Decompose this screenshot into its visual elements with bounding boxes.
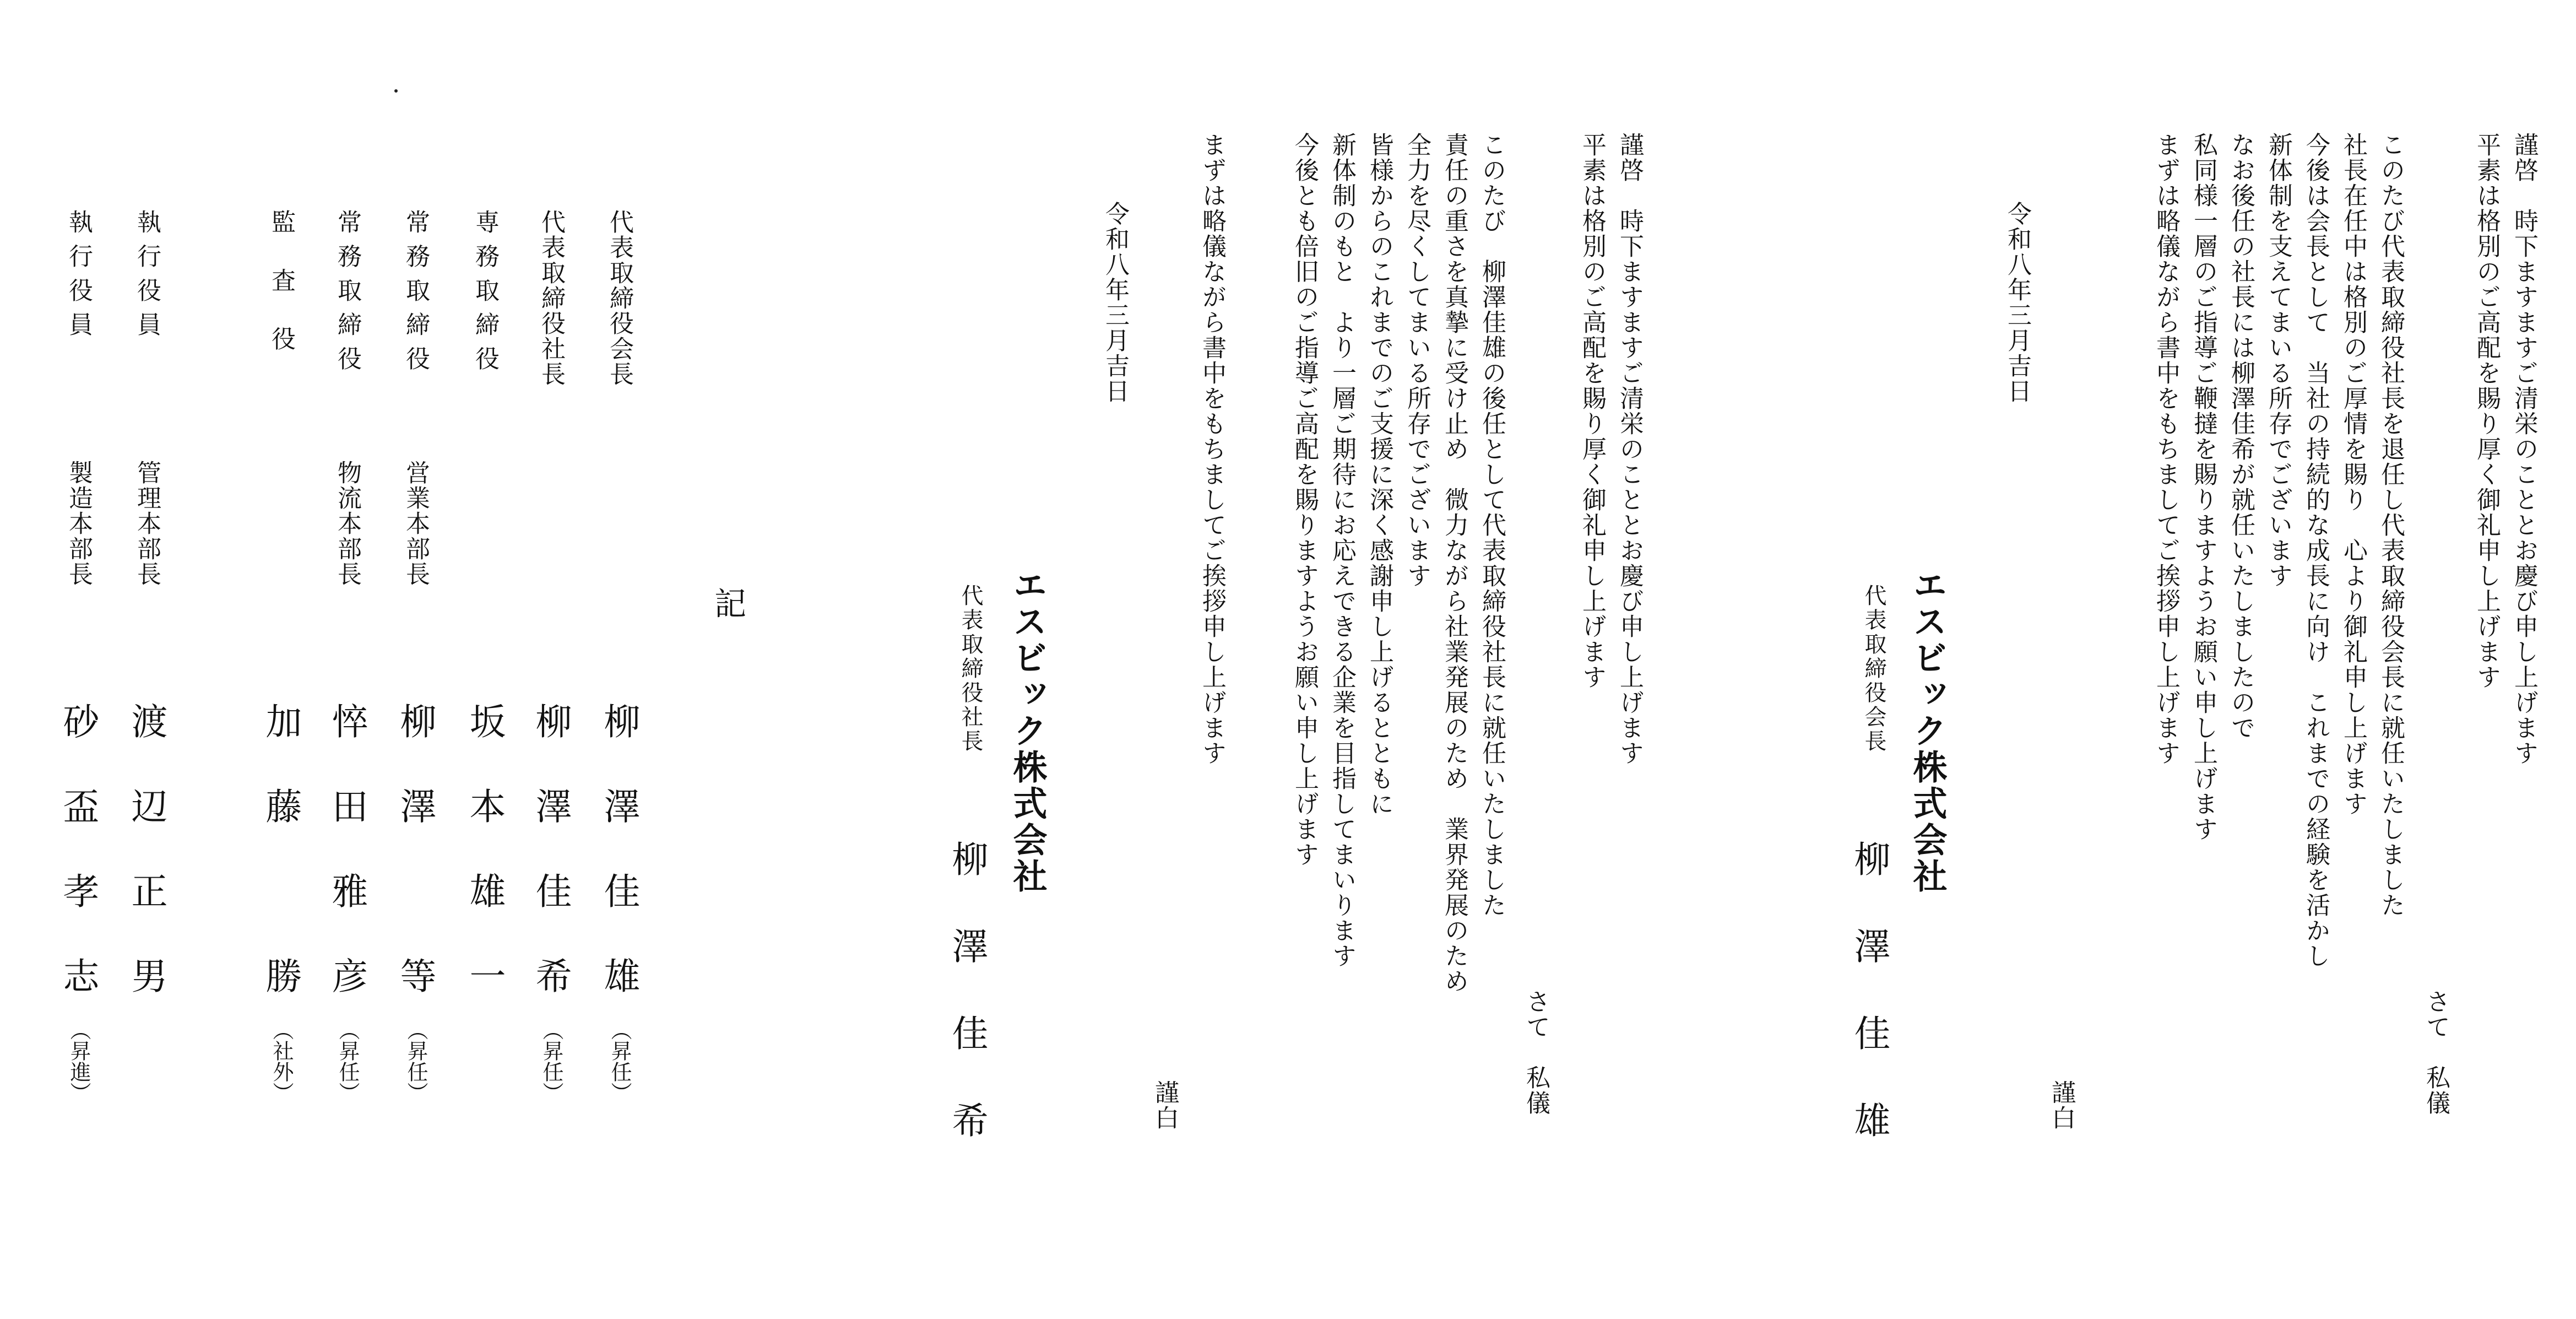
letter2-date: 令和八年三月吉日 bbox=[1101, 201, 1129, 404]
letter1-line: 今後は会長として 当社の持続的な成長に向け これまでの経験を活かし bbox=[2302, 132, 2330, 969]
letter1-name: 柳澤佳雄 bbox=[1848, 840, 1890, 1188]
letter2-line: 平素は格別のご高配を賜り厚く御礼申し上げます bbox=[1578, 132, 1606, 690]
letter1-line: まずは略儀ながら書中をもちましてご挨拶申し上げます bbox=[2152, 132, 2180, 766]
letter2-line: 責任の重さを真摯に受け止め 微力ながら社業発展のため 業界発展のため bbox=[1440, 132, 1468, 994]
record-dept: 物流本部長 bbox=[333, 460, 361, 587]
record-role: 常務取締役 bbox=[333, 209, 361, 380]
record-role: 専務取締役 bbox=[471, 209, 499, 380]
record-name: 柳澤佳雄 bbox=[598, 702, 640, 1042]
record-role: 代表取締役会長 bbox=[605, 209, 633, 387]
record-role: 執行役員 bbox=[133, 209, 161, 346]
letter2-line: 今後とも倍旧のご指導ご高配を賜りますようお願い申し上げます bbox=[1290, 132, 1319, 867]
record-note: （昇進） bbox=[67, 1019, 91, 1103]
record-role: 常務取締役 bbox=[402, 209, 430, 380]
letter2-line: 皆様からのこれまでのご支援に深く感謝申し上げるとともに bbox=[1365, 132, 1393, 817]
record-role: 代表取締役社長 bbox=[537, 209, 565, 387]
letter2-line: このたび 柳澤佳雄の後任として代表取締役社長に就任いたしました bbox=[1478, 132, 1506, 918]
record-role: 執行役員 bbox=[64, 209, 93, 346]
letter1-line: 私同様一層のご指導ご鞭撻を賜りますようお願い申し上げます bbox=[2189, 132, 2217, 842]
record-role: 監査役 bbox=[267, 209, 295, 385]
record-note: （昇任） bbox=[608, 1019, 632, 1103]
letter1-closing: 謹白 bbox=[2047, 1080, 2075, 1131]
record-name: 柳澤佳希 bbox=[529, 702, 572, 1042]
letter2-line: 謹啓 時下ますますご清栄のこととお慶び申し上げます bbox=[1615, 132, 1644, 766]
letter2-line: 新体制のもと より一層ご期待にお応えできる企業を目指してまいります bbox=[1328, 132, 1356, 969]
record-name: 悴田雅彦 bbox=[326, 702, 368, 1042]
record-name: 砂盃孝志 bbox=[57, 702, 99, 1042]
record-dept: 製造本部長 bbox=[64, 460, 93, 587]
letter2-title: 代表取締役社長 bbox=[958, 584, 983, 754]
letter1-company: エスビック株式会社 bbox=[1907, 567, 1948, 895]
letter1-line: 謹啓 時下ますますご清栄のこととお慶び申し上げます bbox=[2510, 132, 2538, 766]
letter2-line: さて 私儀 bbox=[1522, 989, 1550, 1116]
record-dept: 営業本部長 bbox=[402, 460, 430, 587]
letter1-line: 新体制を支えてまいる所存でございます bbox=[2264, 132, 2292, 588]
record-dept: 管理本部長 bbox=[133, 460, 161, 587]
letter2-name: 柳澤佳希 bbox=[946, 840, 988, 1188]
record-name: 坂本雄一 bbox=[463, 702, 506, 1042]
letter2-line: まずは略儀ながら書中をもちましてご挨拶申し上げます bbox=[1198, 132, 1226, 766]
letter2-closing: 謹白 bbox=[1151, 1080, 1179, 1131]
record-note: （昇任） bbox=[539, 1019, 563, 1103]
letter1-line: このたび代表取締役社長を退任し代表取締役会長に就任いたしました bbox=[2377, 132, 2405, 918]
record-note: （昇任） bbox=[335, 1019, 360, 1103]
letter2-line: 全力を尽くしてまいる所存でございます bbox=[1403, 132, 1431, 588]
letter1-line: 平素は格別のご高配を賜り厚く御礼申し上げます bbox=[2472, 132, 2501, 690]
letter1-title: 代表取締役会長 bbox=[1861, 584, 1886, 754]
letter1-line: 社長在任中は格別のご厚情を賜り 心より御礼申し上げます bbox=[2339, 132, 2367, 817]
letter1-date: 令和八年三月吉日 bbox=[2003, 201, 2031, 404]
record-note: （社外） bbox=[269, 1019, 294, 1103]
record-name: 柳澤 等 bbox=[394, 702, 436, 1042]
letter1-line: さて 私儀 bbox=[2422, 989, 2450, 1116]
record-name: 加藤 勝 bbox=[259, 702, 302, 1042]
record-note: （昇任） bbox=[404, 1019, 428, 1103]
letter2-company: エスビック株式会社 bbox=[1007, 567, 1048, 895]
record-heading: 記 bbox=[709, 587, 746, 620]
record-name: 渡辺正男 bbox=[125, 702, 167, 1042]
letter1-line: なお後任の社長には柳澤佳希が就任いたしましたので bbox=[2227, 132, 2255, 740]
stray-mark bbox=[394, 89, 398, 93]
